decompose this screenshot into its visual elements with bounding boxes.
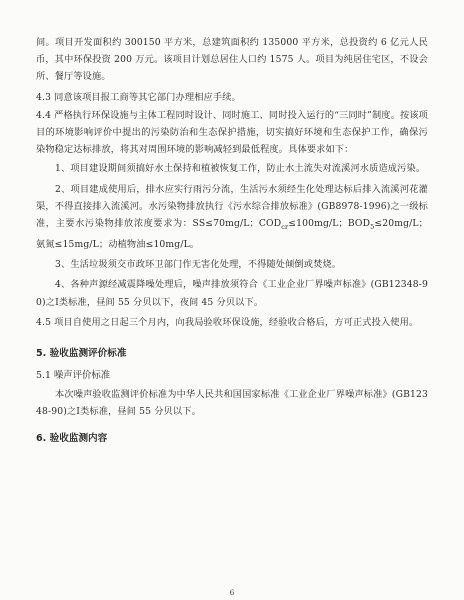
subscript-5: 5 bbox=[370, 222, 375, 231]
section-5-heading: 5. 验收监测评价标准 bbox=[36, 348, 127, 360]
subscript-cr: cr bbox=[281, 222, 289, 231]
section-5-1-subheading: 5.1 噪声评价标准 bbox=[36, 370, 111, 382]
requirement-item-3: 3、生活垃圾须交市政环卫部门作无害化处理，不得随处倾倒或焚烧。 bbox=[55, 259, 342, 271]
item2-part-c: ≤20mg/L；氨氮≤15mg/L；动植物油≤10mg/L。 bbox=[36, 218, 428, 251]
section-6-heading: 6. 验收监测内容 bbox=[36, 433, 108, 445]
paragraph-project-overview: 间。项目开发面积约 300150 平方米，总建筑面积约 135000 平方米，总投资约 6 亿元人民币，其中环保投资 200 万元。该项目计划总居住人口约 1575 人。项目为纯居住宅区，不设会所、餐厅等设施。 bbox=[36, 37, 428, 83]
paragraph-4-4: 4.4 严格执行环保设施与主体工程同时设计、同时施工、同时投入运行的“三同时”制度。按该项目的环境影响评价中提出的污染防治和生态保护措施，切实搞好环境和生态保护工作，确保污染物稳定达标排放，将其对周围环境的影响减轻到最低程度。具体要求如下： bbox=[36, 109, 428, 156]
requirement-item-4: 4、各种声源经减震降噪处理后，噪声排放须符合《工业企业厂界噪声标准》(GB12348-90)之Ⅰ类标准，昼间 55 分贝以下，夜间 45 分贝以下。 bbox=[36, 279, 428, 308]
item2-part-a: 2、项目建成使用后，排水应实行雨污分流，生活污水须经生化处理达标后排入流溪河花灌渠，不得直接排入流溪河。水污染物排放执行《污水综合排放标准》(GB8978-1996)之一级标准，主要水污染物排放浓度要求为：SS≤70mg/L；COD bbox=[36, 183, 428, 230]
page-content bbox=[36, 0, 428, 447]
section-5-1-text: 本次噪声验收监测评价标准为中华人民共和国国家标准《工业企业厂界噪声标准》(GB12348-90)之Ⅰ类标准，昼间 55 分贝以下。 bbox=[36, 389, 428, 418]
page-number: 6 bbox=[229, 588, 235, 597]
requirement-item-1: 1、项目建设期间须搞好水土保持和植被恢复工作，防止水土流失对流溪河水质造成污染。 bbox=[55, 163, 426, 175]
paragraph-4-3: 4.3 同意该项目报工商等其它部门办理相应手续。 bbox=[36, 91, 241, 103]
paragraph-4-5: 4.5 项目自使用之日起三个月内，向我局验收环保设施，经验收合格后，方可正式投入使用。 bbox=[36, 316, 419, 328]
requirement-item-2 bbox=[36, 181, 428, 254]
item2-part-b: ≤100mg/L；BOD bbox=[288, 218, 371, 230]
